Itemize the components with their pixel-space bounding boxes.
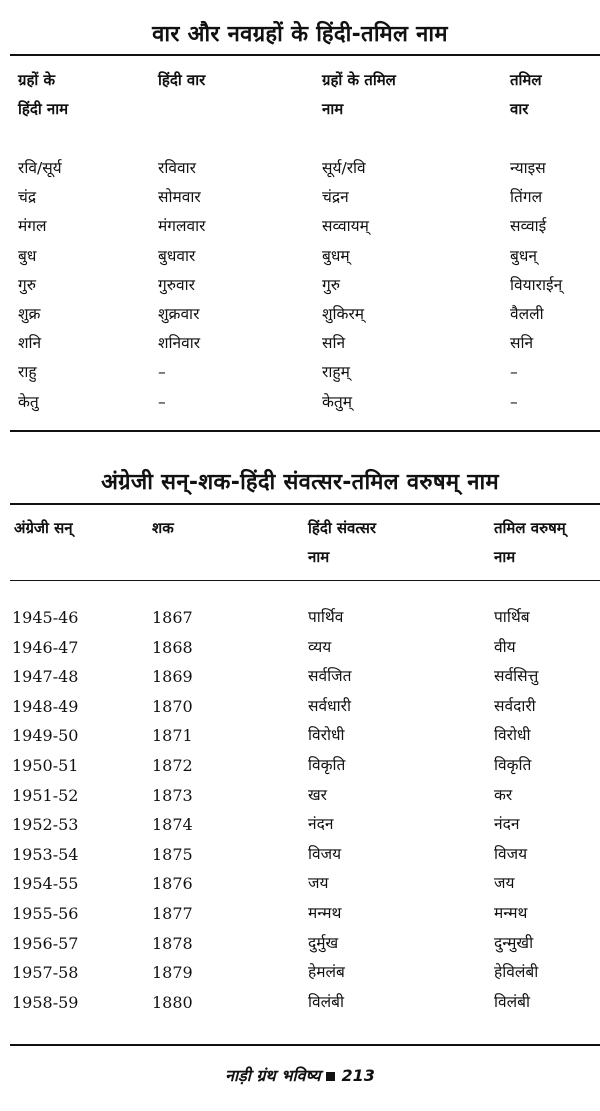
table1-cell: सव्वाई	[510, 217, 547, 236]
page-footer	[0, 1064, 600, 1086]
table1-cell: बुधवार	[158, 246, 196, 265]
table1-cell: रविवार	[158, 159, 196, 177]
table2-cell: खर	[308, 785, 328, 804]
table2-row	[0, 633, 600, 662]
table2-row	[0, 692, 600, 721]
table2-cell: 1877	[152, 904, 193, 923]
table2-cell: 1874	[152, 815, 193, 835]
table1-cell: वैलली	[510, 305, 544, 323]
table1-row	[0, 329, 600, 358]
table2-cell: विकृति	[494, 756, 532, 774]
table2-row	[0, 958, 600, 987]
table2-header-english-year	[14, 514, 73, 543]
table1-row	[0, 242, 600, 271]
table2-cell: जय	[308, 874, 329, 893]
table1-header-tamil-var	[510, 66, 542, 124]
page-number: 213	[341, 1066, 375, 1085]
table2-cell: 1945-46	[12, 608, 79, 627]
header-line: शक	[152, 519, 174, 537]
table2-title: अंग्रेजी सन्-शक-हिंदी संवत्सर-तमिल वरुषम् नाम	[101, 470, 499, 495]
table1-cell: गुरुवार	[158, 275, 195, 294]
table1-cell: सव्वायम्	[322, 217, 369, 236]
table1-bottom-rule	[10, 430, 600, 432]
table2-header-hindi-samvatsar	[308, 514, 376, 572]
table1-cell: गुरु	[18, 275, 36, 294]
table2-cell: 1957-58	[12, 963, 79, 983]
header-line: नाम	[322, 100, 344, 118]
table2-cell: मन्मथ	[308, 904, 342, 922]
table2-cell: सर्वसित्तु	[494, 667, 539, 686]
table1-row	[0, 358, 600, 387]
table1-header-hindi-var	[158, 66, 205, 95]
table1-cell: वियाराईन्	[510, 275, 563, 294]
header-line: अंग्रेजी सन्	[14, 519, 73, 537]
table2-cell: कर	[494, 785, 513, 804]
table2-row	[0, 988, 600, 1017]
table2-cell: 1880	[152, 992, 193, 1012]
header-line: नाम	[494, 548, 516, 566]
table1-cell: शनिवार	[158, 334, 201, 353]
header-line: हिंदी वार	[158, 71, 206, 89]
table2-cell: 1950-51	[12, 756, 79, 775]
table2-cell: 1954-55	[12, 874, 79, 894]
table1-top-rule	[10, 54, 600, 56]
table1-cell: केतु	[18, 392, 39, 411]
table1-row	[0, 388, 600, 417]
table2-cell: नंदन	[494, 815, 520, 834]
table2-cell: सर्वजित	[308, 667, 352, 686]
table2-cell: विरोधी	[308, 726, 345, 745]
table1-row	[0, 271, 600, 300]
table2-row	[0, 929, 600, 958]
header-line: नाम	[308, 548, 330, 566]
table2-cell: 1952-53	[12, 815, 79, 835]
table2-cell: पार्थिव	[308, 608, 344, 626]
header-line: तमिल वरुषम्	[494, 519, 566, 537]
table2-cell: विलंबी	[494, 992, 531, 1011]
table2-row	[0, 810, 600, 839]
table2-row	[0, 751, 600, 780]
table2-header-shak	[152, 514, 174, 543]
table1-cell: गुरु	[322, 275, 340, 294]
table2-row	[0, 840, 600, 869]
table2-top-rule	[10, 503, 600, 505]
table2-row	[0, 781, 600, 810]
table2-cell: 1948-49	[12, 696, 79, 716]
table2-row	[0, 662, 600, 691]
table2-cell: 1949-50	[12, 726, 79, 746]
table1-row	[0, 300, 600, 329]
table1-title: वार और नवग्रहों के हिंदी-तमिल नाम	[152, 22, 448, 47]
table2-cell: दुर्मुख	[308, 933, 339, 952]
table2-cell: 1946-47	[12, 637, 79, 657]
table1-cell: बुधन्	[510, 246, 537, 265]
table2-cell: 1876	[152, 874, 193, 894]
table1-cell: चंद्रन	[322, 188, 349, 207]
table2-cell: 1869	[152, 667, 193, 687]
header-line: हिंदी संवत्सर	[308, 519, 376, 537]
table2-bottom-rule	[10, 1044, 600, 1046]
table1-cell: बुध	[18, 246, 37, 265]
table2-cell: 1873	[152, 785, 193, 805]
table1-cell: रवि/सूर्य	[18, 159, 62, 177]
table2-cell: 1956-57	[12, 933, 79, 953]
table1-cell: –	[158, 363, 166, 382]
table2-cell: मन्मथ	[494, 904, 528, 922]
table1-cell: शुकिरम्	[322, 305, 365, 323]
table2-cell: दुन्मुखी	[494, 933, 534, 952]
table2-cell: 1955-56	[12, 904, 79, 923]
header-line: वार	[510, 100, 529, 118]
table1-row	[0, 183, 600, 212]
table1-cell: राहुम्	[322, 363, 350, 382]
table1-cell: मंगलवार	[158, 217, 206, 236]
table2-cell: विकृति	[308, 756, 346, 774]
table2-cell: विलंबी	[308, 992, 345, 1011]
table2-cell: 1875	[152, 844, 193, 864]
table1-cell: –	[510, 363, 518, 382]
table1-cell: केतुम्	[322, 392, 353, 411]
table2-cell: 1879	[152, 963, 193, 983]
table2-cell: 1951-52	[12, 785, 79, 805]
table2-cell: विजय	[494, 844, 528, 863]
table1-cell: राहु	[18, 363, 37, 382]
table2-cell: 1871	[152, 726, 193, 746]
table1-cell: मंगल	[18, 217, 47, 236]
table2-cell: व्यय	[308, 637, 332, 656]
table1-row	[0, 212, 600, 241]
table1-cell: सनि	[510, 334, 534, 353]
table1-cell: सनि	[322, 334, 346, 353]
table2-cell: नंदन	[308, 815, 334, 834]
table1-row	[0, 154, 600, 183]
table2-cell: 1878	[152, 933, 193, 953]
table2-cell: सर्वधारी	[308, 696, 351, 715]
square-bullet-icon	[326, 1072, 335, 1081]
table1-cell: चंद्र	[18, 188, 37, 207]
table2-cell: 1953-54	[12, 844, 79, 864]
table2-row	[0, 603, 600, 632]
table1-cell: बुधम्	[322, 246, 350, 265]
table2-row	[0, 899, 600, 928]
table2-cell: हेमलंब	[308, 963, 345, 982]
table2-cell: 1958-59	[12, 992, 79, 1012]
table2-cell: 1867	[152, 608, 193, 627]
table1-cell: शुक्रवार	[158, 305, 200, 323]
table2-cell: वीय	[494, 637, 516, 656]
table1-cell: तिंगल	[510, 188, 543, 207]
table2-cell: हेविलंबी	[494, 963, 539, 982]
table2-cell: 1872	[152, 756, 193, 775]
table1-cell: –	[158, 392, 166, 411]
header-line: ग्रहों के	[18, 71, 56, 89]
header-line: तमिल	[510, 71, 542, 89]
table1-cell: न्याइस	[510, 159, 546, 177]
table2-cell: विरोधी	[494, 726, 531, 745]
table2-header-rule	[10, 580, 600, 581]
table1-header-tamil-graha	[322, 66, 396, 124]
book-title: नाड़ी ग्रंथ भविष्य	[225, 1066, 321, 1085]
table2-row	[0, 869, 600, 898]
table2-cell: 1870	[152, 696, 193, 716]
table2-cell: विजय	[308, 844, 342, 863]
table2-cell: पार्थिब	[494, 608, 530, 626]
table2-cell: सर्वदारी	[494, 696, 536, 715]
header-line: हिंदी नाम	[18, 100, 69, 118]
header-line: ग्रहों के तमिल	[322, 71, 396, 89]
table1-cell: सूर्य/रवि	[322, 159, 366, 177]
table2-row	[0, 721, 600, 750]
table2-cell: 1947-48	[12, 667, 79, 687]
table1-cell: शनि	[18, 334, 42, 353]
table2-cell: जय	[494, 874, 515, 893]
table1-cell: –	[510, 392, 518, 411]
table2-cell: 1868	[152, 637, 193, 657]
table2-header-tamil-varusham	[494, 514, 566, 572]
table1-cell: सोमवार	[158, 188, 201, 207]
table1-header-hindi-graha	[18, 66, 68, 124]
table1-cell: शुक्र	[18, 305, 41, 323]
